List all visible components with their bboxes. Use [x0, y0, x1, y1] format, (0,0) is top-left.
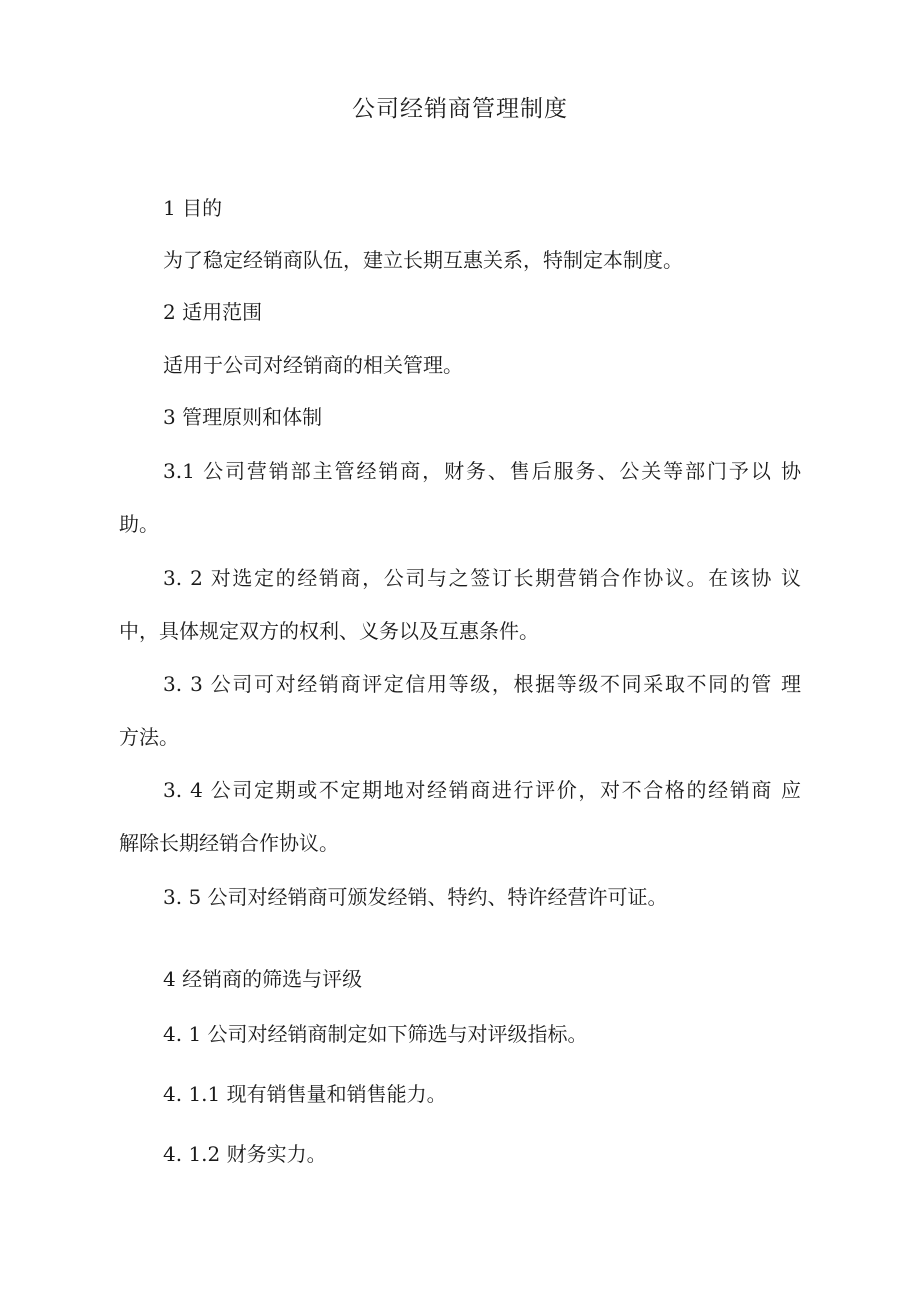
section-heading-3: 3 管理原则和体制 — [163, 405, 323, 429]
clause-3-4-cont: 解除长期经销合作协议。 — [119, 831, 339, 855]
section-heading-4: 4 经销商的筛选与评级 — [163, 967, 363, 991]
clause-3-2-cont: 中，具体规定双方的权利、义务以及互惠条件。 — [119, 619, 539, 643]
section-heading-1: 1 目的 — [163, 196, 223, 220]
section-heading-2: 2 适用范围 — [163, 300, 263, 324]
clause-3-1: 3.1 公司营销部主管经销商，财务、售后服务、公关等部门予以 协 — [163, 459, 801, 483]
clause-4-1-2: 4. 1.2 财务实力。 — [163, 1142, 327, 1166]
clause-3-4: 3. 4 公司定期或不定期地对经销商进行评价，对不合格的经销商 应 — [163, 778, 801, 802]
paragraph: 适用于公司对经销商的相关管理。 — [163, 353, 463, 377]
clause-3-3-cont: 方法。 — [119, 725, 179, 749]
clause-3-2: 3. 2 对选定的经销商，公司与之签订长期营销合作协议。在该协 议 — [163, 566, 801, 590]
document-title: 公司经销商管理制度 — [352, 96, 568, 122]
clause-4-1: 4. 1 公司对经销商制定如下筛选与对评级指标。 — [163, 1022, 588, 1046]
clause-3-1-cont: 助。 — [119, 512, 159, 536]
clause-4-1-1: 4. 1.1 现有销售量和销售能力。 — [163, 1082, 447, 1106]
clause-3-3: 3. 3 公司可对经销商评定信用等级，根据等级不同采取不同的管 理 — [163, 672, 801, 696]
clause-3-5: 3. 5 公司对经销商可颁发经销、特约、特许经营许可证。 — [163, 885, 668, 909]
paragraph: 为了稳定经销商队伍，建立长期互惠关系，特制定本制度。 — [163, 248, 683, 272]
